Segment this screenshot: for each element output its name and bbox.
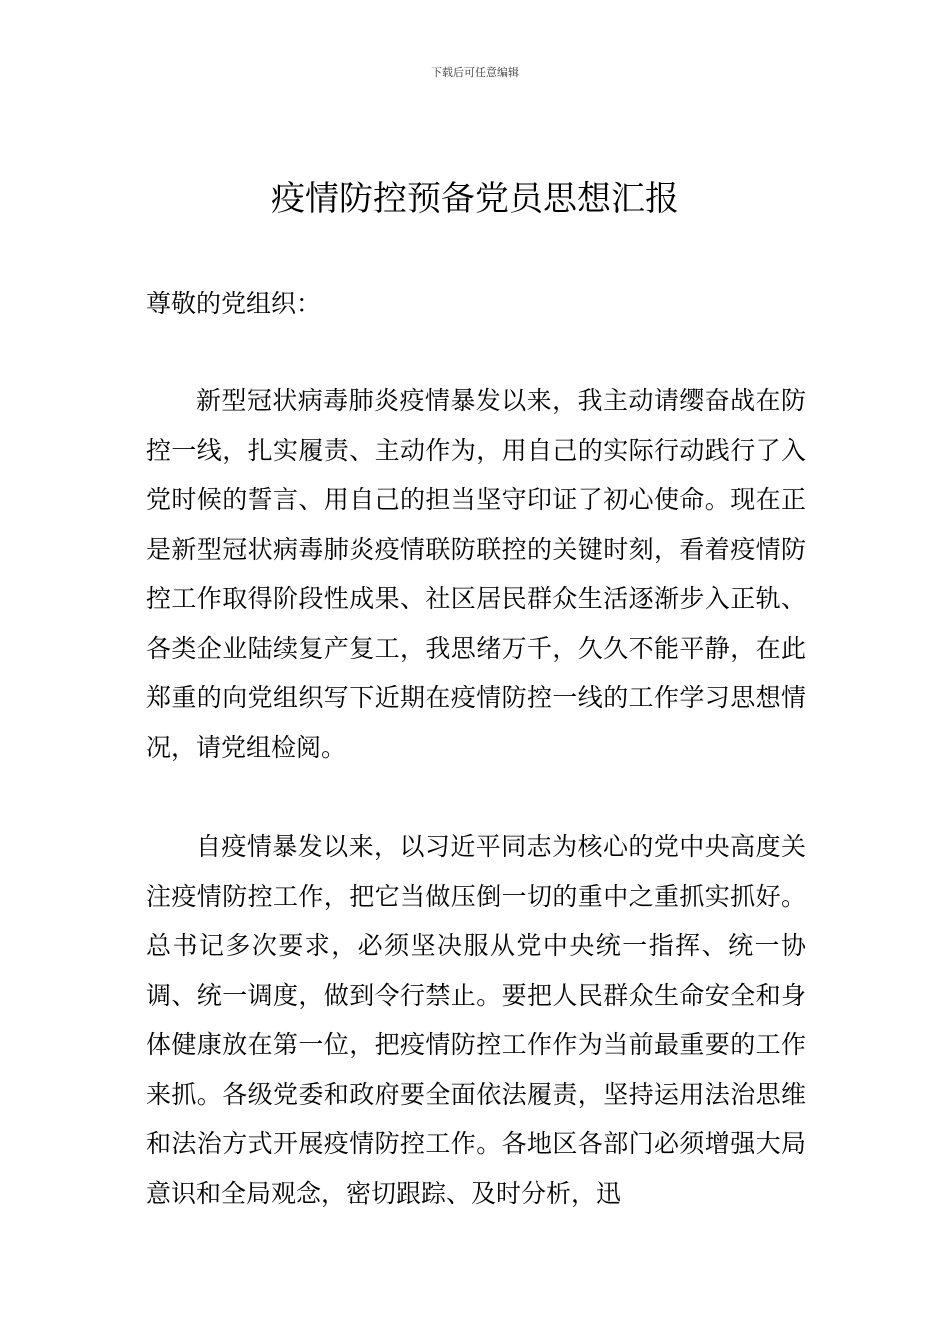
- page-header-note: 下载后可任意编辑: [431, 66, 519, 79]
- body-paragraph-2: 自疫情暴发以来，以习近平同志为核心的党中央高度关注疫情防控工作，把它当做压倒一切的重中之重抓实抓好。总书记多次要求，必须坚决服从党中央统一指挥、统一协调、统一调度，做到令行禁止。要把人民群众生命安全和身体健康放在第一位，把疫情防控工作作为当前最重要的工作来抓。各级党委和政府要全面依法履责，坚持运用法治思维和法治方式开展疫情防控工作。各地区各部门必须增强大局意识和全局观念，密切跟踪、及时分析，迅: [146, 832, 806, 1208]
- document-title: 疫情防控预备党员思想汇报: [271, 179, 679, 219]
- body-paragraph-1: 新型冠状病毒肺炎疫情暴发以来，我主动请缨奋战在防控一线，扎实履责、主动作为，用自己的实际行动践行了入党时候的誓言、用自己的担当坚守印证了初心使命。现在正是新型冠状病毒肺炎疫情联防联控的关键时刻，看着疫情防控工作取得阶段性成果、社区居民群众生活逐渐步入正轨、各类企业陆续复产复工，我思绪万千，久久不能平静，在此郑重的向党组织写下近期在疫情防控一线的工作学习思想情况，请党组检阅。: [146, 386, 806, 762]
- salutation: 尊敬的党组织：: [146, 289, 322, 318]
